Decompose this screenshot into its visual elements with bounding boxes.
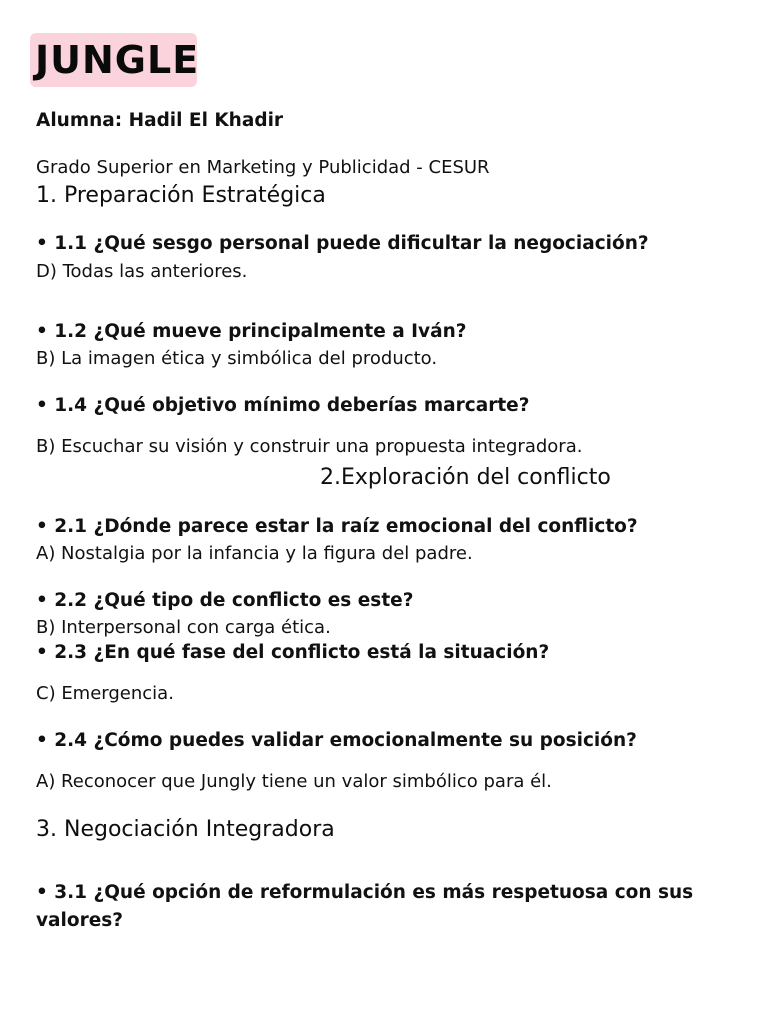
student-name: Alumna: Hadil El Khadir — [36, 110, 284, 131]
section-heading-2: 2.Exploración del conflicto — [320, 465, 611, 490]
question-2-2: • 2.2 ¿Qué tipo de conflicto es este? — [36, 590, 414, 611]
question-1-4: • 1.4 ¿Qué objetivo mínimo deberías marcarte? — [36, 395, 530, 416]
question-1-2: • 1.2 ¿Qué mueve principalmente a Iván? — [36, 321, 467, 342]
answer-1-1: D) Todas las anteriores. — [36, 261, 248, 282]
answer-2-2: B) Interpersonal con carga ética. — [36, 617, 331, 638]
question-2-1: • 2.1 ¿Dónde parece estar la raíz emocional del conflicto? — [36, 516, 638, 537]
answer-2-3: C) Emergencia. — [36, 683, 174, 704]
question-1-1: • 1.1 ¿Qué sesgo personal puede dificultar la negociación? — [36, 233, 649, 254]
degree-line: Grado Superior en Marketing y Publicidad - CESUR — [36, 157, 490, 178]
answer-1-4: B) Escuchar su visión y construir una propuesta integradora. — [36, 436, 583, 457]
answer-2-4: A) Reconocer que Jungly tiene un valor simbólico para él. — [36, 771, 552, 792]
document-title: JUNGLE — [35, 38, 200, 82]
answer-1-2: B) La imagen ética y simbólica del producto. — [36, 348, 438, 369]
question-2-4: • 2.4 ¿Cómo puedes validar emocionalmente su posición? — [36, 730, 637, 751]
answer-2-1: A) Nostalgia por la infancia y la figura del padre. — [36, 543, 473, 564]
section-heading-1: 1. Preparación Estratégica — [36, 183, 326, 208]
section-heading-3: 3. Negociación Integradora — [36, 817, 335, 842]
question-3-1: • 3.1 ¿Qué opción de reformulación es más respetuosa con sus valores? — [36, 882, 694, 931]
question-2-3: • 2.3 ¿En qué fase del conflicto está la situación? — [36, 642, 550, 663]
